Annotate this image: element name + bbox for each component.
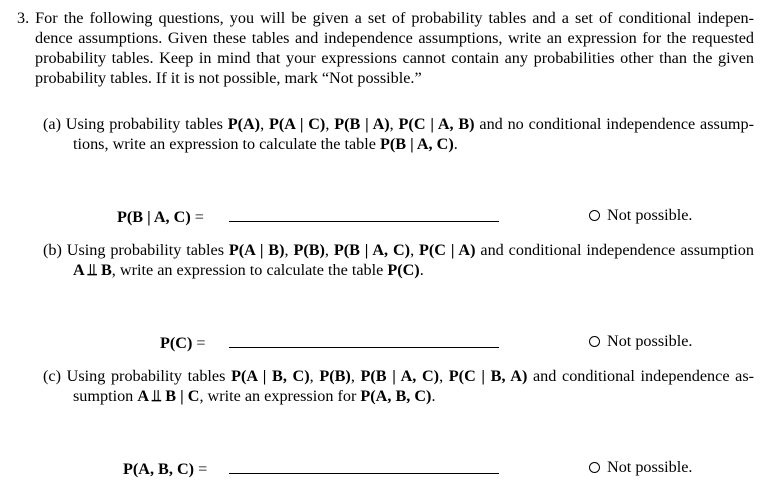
question-line-2: dence assumptions. Given these tables and independence assumptions, write an expression for the requested — [35, 29, 754, 47]
part-a-not-possible-option[interactable] — [589, 205, 692, 225]
part-c-answer-blank[interactable] — [229, 473, 499, 474]
part-b-answer-label: P(C) = — [160, 334, 206, 352]
part-c-answer-label: P(A, B, C) = — [123, 460, 208, 478]
part-c-not-possible-label: Not possible. — [607, 458, 693, 476]
question-line-1: 3. For the following questions, you will be given a set of probability tables and a set of conditional indepen- — [17, 9, 754, 27]
part-b-line-2: A ⫫ B, write an expression to calculate the table P(C). — [73, 261, 424, 279]
part-a-line-1: (a) Using probability tables P(A), P(A | C), P(B | A), P(C | A, B) and no conditional independence assump- — [43, 115, 755, 133]
radio-circle-icon[interactable] — [589, 336, 600, 347]
radio-circle-icon[interactable] — [589, 210, 600, 221]
part-a-line-2: tions, write an expression to calculate the table P(B | A, C). — [73, 135, 458, 153]
part-b-answer-blank[interactable] — [229, 347, 499, 348]
question-line-4: probability tables. If it is not possible, mark “Not possible.” — [35, 69, 422, 87]
part-c-line-1: (c) Using probability tables P(A | B, C), P(B), P(B | A, C), P(C | B, A) and conditional independence as- — [43, 367, 755, 385]
part-b-not-possible-label: Not possible. — [607, 332, 693, 350]
part-a-answer-blank[interactable] — [229, 221, 499, 222]
part-b-line-1: (b) Using probability tables P(A | B), P(B), P(B | A, C), P(C | A) and conditional independence assumption — [43, 241, 754, 259]
part-a-not-possible-label: Not possible. — [607, 206, 693, 224]
part-c-not-possible-option[interactable] — [589, 457, 692, 477]
question-line-3: probability tables. Keep in mind that your expressions cannot contain any probabilities other than the given — [35, 49, 754, 67]
radio-circle-icon[interactable] — [589, 462, 600, 473]
part-a-answer-label: P(B | A, C) = — [117, 208, 204, 226]
part-c-line-2: sumption A ⫫ B | C, write an expression for P(A, B, C). — [73, 387, 436, 405]
part-b-not-possible-option[interactable] — [589, 331, 692, 351]
